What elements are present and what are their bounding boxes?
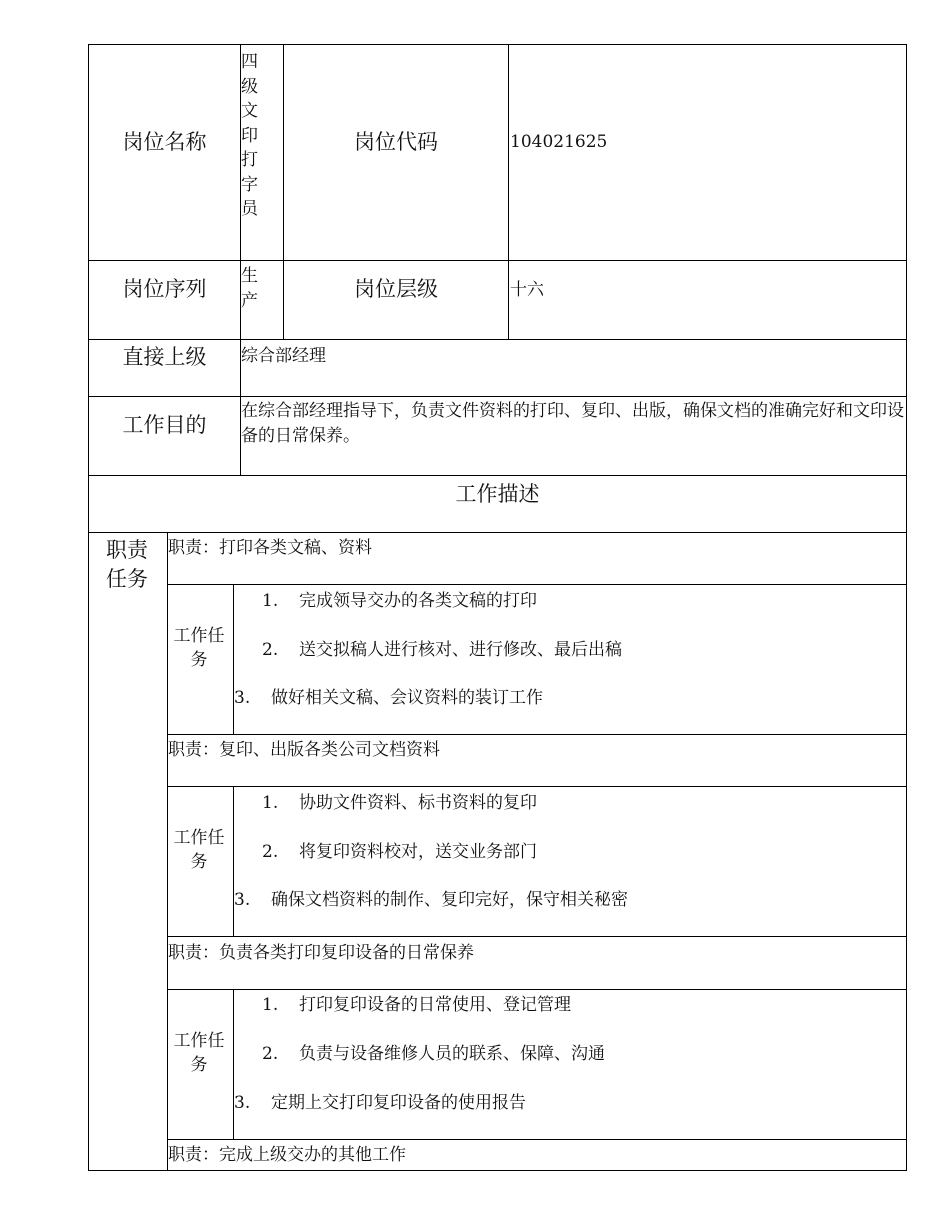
sequence-value: 生产 (241, 266, 258, 311)
task-text: 做好相关文稿、会议资料的装订工作 (271, 688, 543, 708)
row-divider (88, 260, 907, 261)
row-divider (88, 532, 907, 533)
task-number: 2. (262, 1044, 279, 1064)
row-divider (88, 396, 907, 397)
task-label: 工作任务 (173, 626, 225, 670)
column-divider (233, 786, 234, 937)
supervisor-label: 直接上级 (122, 345, 207, 369)
table-border (88, 44, 89, 1171)
task-item (262, 638, 622, 662)
task-item (262, 1042, 605, 1066)
task-item (234, 686, 543, 710)
section-title: 工作描述 (455, 482, 540, 506)
sequence-label: 岗位序列 (122, 277, 207, 301)
purpose-value: 在综合部经理指导下，负责文件资料的打印、复印、出版，确保文档的准确完好和文印设备的日常保养。 (241, 401, 904, 446)
duty-title: 职责：打印各类文稿、资料 (168, 538, 372, 558)
row-divider (167, 936, 907, 937)
task-text: 定期上交打印复印设备的使用报告 (271, 1093, 526, 1113)
task-text: 确保文档资料的制作、复印完好，保守相关秘密 (271, 890, 628, 910)
duty-title: 职责：负责各类打印复印设备的日常保养 (168, 943, 474, 963)
duty-title: 职责：复印、出版各类公司文档资料 (168, 740, 440, 760)
level-label: 岗位层级 (354, 277, 438, 301)
task-item (262, 993, 571, 1017)
column-divider (508, 44, 509, 340)
table-border (88, 44, 907, 45)
row-divider (88, 475, 907, 476)
duties-label: 职责任务 (106, 538, 148, 591)
column-divider (233, 584, 234, 735)
table-border (88, 1170, 907, 1171)
row-divider (167, 1139, 907, 1140)
position-name-value: 四级文印打字员 (241, 52, 258, 219)
column-divider (233, 989, 234, 1140)
task-text: 负责与设备维修人员的联系、保障、沟通 (299, 1044, 605, 1064)
position-code-label: 岗位代码 (354, 130, 438, 154)
table-border (906, 44, 907, 1171)
task-label: 工作任务 (173, 828, 225, 872)
task-number: 2. (262, 640, 279, 660)
task-number: 3. (234, 890, 251, 910)
task-number: 2. (262, 842, 279, 862)
task-text: 将复印资料校对，送交业务部门 (299, 842, 537, 862)
level-value: 十六 (510, 280, 544, 300)
row-divider (167, 734, 907, 735)
task-text: 送交拟稿人进行核对、进行修改、最后出稿 (299, 640, 622, 660)
duty-title: 职责：完成上级交办的其他工作 (168, 1145, 406, 1165)
task-text: 协助文件资料、标书资料的复印 (299, 793, 537, 813)
task-text: 打印复印设备的日常使用、登记管理 (299, 995, 571, 1015)
row-divider (167, 786, 907, 787)
task-number: 1. (262, 793, 279, 813)
supervisor-value: 综合部经理 (241, 346, 326, 366)
purpose-label: 工作目的 (122, 413, 207, 437)
task-item (234, 1091, 526, 1115)
task-text: 完成领导交办的各类文稿的打印 (299, 591, 537, 611)
task-number: 1. (262, 995, 279, 1015)
row-divider (167, 989, 907, 990)
row-divider (88, 339, 907, 340)
task-item (262, 840, 537, 864)
task-item (234, 888, 628, 912)
row-divider (167, 584, 907, 585)
task-number: 1. (262, 591, 279, 611)
task-item (262, 589, 537, 613)
task-number: 3. (234, 1093, 251, 1113)
task-item (262, 791, 537, 815)
position-name-label: 岗位名称 (122, 130, 207, 154)
task-number: 3. (234, 688, 251, 708)
task-label: 工作任务 (173, 1031, 225, 1075)
position-code-value: 104021625 (510, 132, 608, 152)
